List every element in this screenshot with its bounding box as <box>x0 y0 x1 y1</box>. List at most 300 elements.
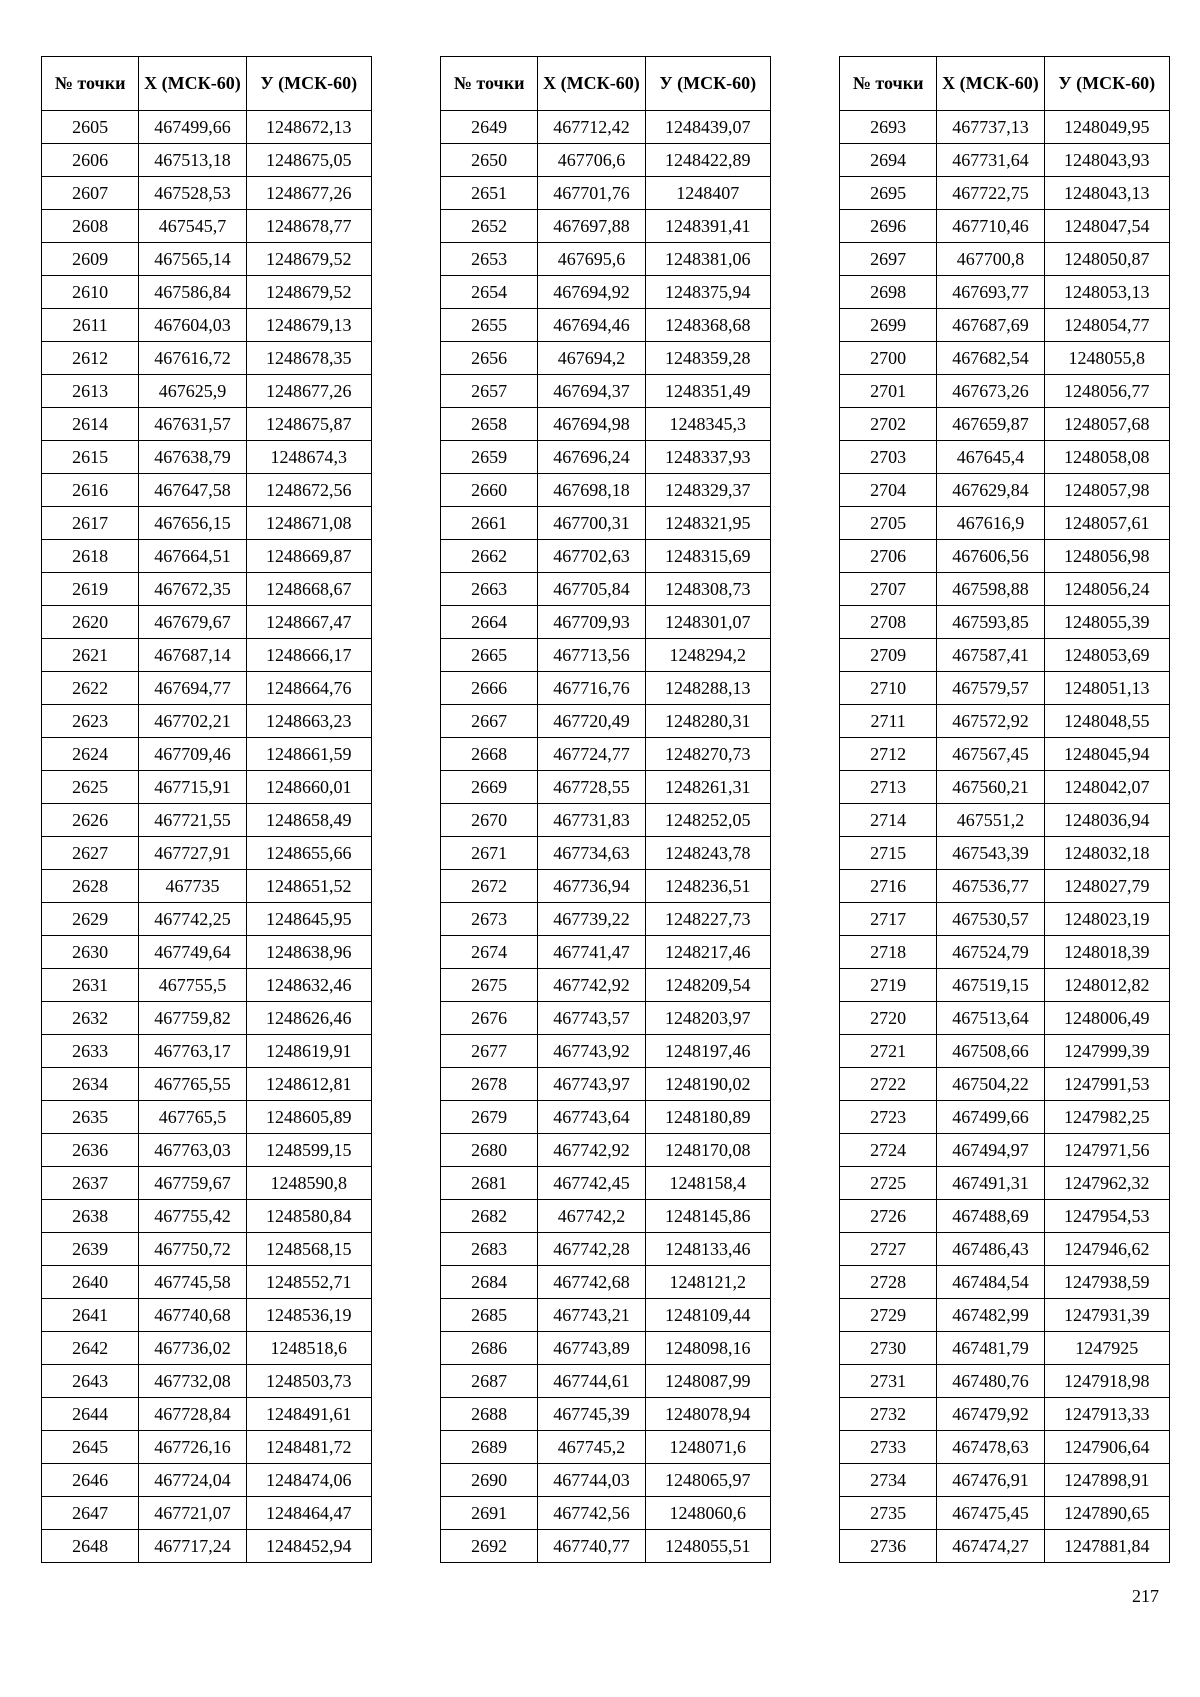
cell-point-number: 2663 <box>441 573 538 606</box>
cell-x-coordinate: 467476,91 <box>937 1464 1044 1497</box>
table-row <box>441 1530 771 1563</box>
cell-x-coordinate: 467682,54 <box>937 342 1044 375</box>
table-row <box>42 672 372 705</box>
cell-x-coordinate: 467478,63 <box>937 1431 1044 1464</box>
cell-point-number: 2669 <box>441 771 538 804</box>
cell-x-coordinate: 467705,84 <box>538 573 645 606</box>
table-row <box>840 573 1170 606</box>
cell-y-coordinate: 1248674,3 <box>246 441 371 474</box>
cell-x-coordinate: 467702,21 <box>139 705 246 738</box>
cell-x-coordinate: 467598,88 <box>937 573 1044 606</box>
cell-x-coordinate: 467712,42 <box>538 111 645 144</box>
cell-x-coordinate: 467587,41 <box>937 639 1044 672</box>
cell-x-coordinate: 467694,98 <box>538 408 645 441</box>
cell-point-number: 2720 <box>840 1002 937 1035</box>
cell-point-number: 2677 <box>441 1035 538 1068</box>
table-row <box>840 111 1170 144</box>
table-row <box>441 408 771 441</box>
cell-y-coordinate: 1247925 <box>1044 1332 1169 1365</box>
cell-x-coordinate: 467736,02 <box>139 1332 246 1365</box>
table-row <box>441 375 771 408</box>
cell-x-coordinate: 467765,55 <box>139 1068 246 1101</box>
table-row <box>840 309 1170 342</box>
cell-point-number: 2615 <box>42 441 139 474</box>
cell-y-coordinate: 1248452,94 <box>246 1530 371 1563</box>
cell-y-coordinate: 1248023,19 <box>1044 903 1169 936</box>
cell-x-coordinate: 467713,56 <box>538 639 645 672</box>
cell-point-number: 2632 <box>42 1002 139 1035</box>
cell-point-number: 2622 <box>42 672 139 705</box>
table-row <box>441 1068 771 1101</box>
table-row <box>840 1266 1170 1299</box>
cell-y-coordinate: 1248301,07 <box>645 606 770 639</box>
cell-y-coordinate: 1248180,89 <box>645 1101 770 1134</box>
header-point-number: № точки <box>42 57 139 111</box>
cell-x-coordinate: 467700,8 <box>937 243 1044 276</box>
cell-x-coordinate: 467763,17 <box>139 1035 246 1068</box>
table-row <box>840 243 1170 276</box>
cell-point-number: 2695 <box>840 177 937 210</box>
cell-y-coordinate: 1248626,46 <box>246 1002 371 1035</box>
cell-point-number: 2633 <box>42 1035 139 1068</box>
cell-point-number: 2681 <box>441 1167 538 1200</box>
cell-x-coordinate: 467481,79 <box>937 1332 1044 1365</box>
table-row <box>840 870 1170 903</box>
cell-y-coordinate: 1248658,49 <box>246 804 371 837</box>
cell-y-coordinate: 1248678,35 <box>246 342 371 375</box>
table-row <box>441 1101 771 1134</box>
cell-y-coordinate: 1248672,56 <box>246 474 371 507</box>
table-row <box>42 738 372 771</box>
cell-x-coordinate: 467701,76 <box>538 177 645 210</box>
cell-point-number: 2639 <box>42 1233 139 1266</box>
cell-x-coordinate: 467491,31 <box>937 1167 1044 1200</box>
cell-x-coordinate: 467519,15 <box>937 969 1044 1002</box>
cell-point-number: 2704 <box>840 474 937 507</box>
table-row <box>840 705 1170 738</box>
cell-point-number: 2666 <box>441 672 538 705</box>
cell-y-coordinate: 1248632,46 <box>246 969 371 1002</box>
cell-point-number: 2654 <box>441 276 538 309</box>
table-row <box>441 1332 771 1365</box>
table-row <box>42 1167 372 1200</box>
cell-x-coordinate: 467645,4 <box>937 441 1044 474</box>
cell-y-coordinate: 1248055,39 <box>1044 606 1169 639</box>
table-row <box>840 639 1170 672</box>
cell-y-coordinate: 1248288,13 <box>645 672 770 705</box>
cell-y-coordinate: 1248672,13 <box>246 111 371 144</box>
cell-point-number: 2711 <box>840 705 937 738</box>
cell-point-number: 2628 <box>42 870 139 903</box>
cell-y-coordinate: 1247991,53 <box>1044 1068 1169 1101</box>
cell-x-coordinate: 467759,82 <box>139 1002 246 1035</box>
cell-point-number: 2701 <box>840 375 937 408</box>
cell-x-coordinate: 467700,31 <box>538 507 645 540</box>
cell-y-coordinate: 1247898,91 <box>1044 1464 1169 1497</box>
cell-y-coordinate: 1247881,84 <box>1044 1530 1169 1563</box>
table-row <box>42 804 372 837</box>
cell-y-coordinate: 1248294,2 <box>645 639 770 672</box>
cell-x-coordinate: 467698,18 <box>538 474 645 507</box>
cell-point-number: 2673 <box>441 903 538 936</box>
table-row <box>42 771 372 804</box>
cell-point-number: 2665 <box>441 639 538 672</box>
cell-point-number: 2647 <box>42 1497 139 1530</box>
cell-y-coordinate: 1248536,19 <box>246 1299 371 1332</box>
table-row <box>42 210 372 243</box>
cell-point-number: 2627 <box>42 837 139 870</box>
cell-x-coordinate: 467551,2 <box>937 804 1044 837</box>
cell-y-coordinate: 1248109,44 <box>645 1299 770 1332</box>
cell-point-number: 2680 <box>441 1134 538 1167</box>
cell-point-number: 2735 <box>840 1497 937 1530</box>
cell-y-coordinate: 1248053,69 <box>1044 639 1169 672</box>
cell-point-number: 2608 <box>42 210 139 243</box>
cell-y-coordinate: 1248668,67 <box>246 573 371 606</box>
cell-point-number: 2685 <box>441 1299 538 1332</box>
cell-y-coordinate: 1248057,98 <box>1044 474 1169 507</box>
cell-x-coordinate: 467504,22 <box>937 1068 1044 1101</box>
cell-x-coordinate: 467625,9 <box>139 375 246 408</box>
header-point-number: № точки <box>441 57 538 111</box>
cell-y-coordinate: 1248677,26 <box>246 375 371 408</box>
cell-x-coordinate: 467745,2 <box>538 1431 645 1464</box>
cell-y-coordinate: 1248655,66 <box>246 837 371 870</box>
table-row <box>42 408 372 441</box>
cell-y-coordinate: 1248058,08 <box>1044 441 1169 474</box>
cell-point-number: 2619 <box>42 573 139 606</box>
table-row <box>441 738 771 771</box>
table-row <box>42 309 372 342</box>
table-row <box>441 342 771 375</box>
cell-y-coordinate: 1248071,6 <box>645 1431 770 1464</box>
table-row <box>42 1002 372 1035</box>
cell-x-coordinate: 467475,45 <box>937 1497 1044 1530</box>
cell-x-coordinate: 467726,16 <box>139 1431 246 1464</box>
cell-y-coordinate: 1247931,39 <box>1044 1299 1169 1332</box>
cell-point-number: 2732 <box>840 1398 937 1431</box>
cell-x-coordinate: 467604,03 <box>139 309 246 342</box>
cell-x-coordinate: 467735 <box>139 870 246 903</box>
cell-x-coordinate: 467741,47 <box>538 936 645 969</box>
table-row <box>840 1068 1170 1101</box>
cell-point-number: 2653 <box>441 243 538 276</box>
cell-x-coordinate: 467745,58 <box>139 1266 246 1299</box>
cell-y-coordinate: 1247913,33 <box>1044 1398 1169 1431</box>
table-row <box>840 408 1170 441</box>
table-row <box>42 903 372 936</box>
coordinates-table-1 <box>41 56 372 1563</box>
cell-x-coordinate: 467728,55 <box>538 771 645 804</box>
table-row <box>42 870 372 903</box>
cell-point-number: 2623 <box>42 705 139 738</box>
cell-x-coordinate: 467656,15 <box>139 507 246 540</box>
cell-x-coordinate: 467629,84 <box>937 474 1044 507</box>
cell-x-coordinate: 467694,37 <box>538 375 645 408</box>
cell-point-number: 2610 <box>42 276 139 309</box>
cell-point-number: 2659 <box>441 441 538 474</box>
header-x-coordinate: Х (МСК-60) <box>139 57 246 111</box>
table-row <box>42 1134 372 1167</box>
cell-x-coordinate: 467528,53 <box>139 177 246 210</box>
cell-y-coordinate: 1248407 <box>645 177 770 210</box>
cell-x-coordinate: 467750,72 <box>139 1233 246 1266</box>
table-row <box>441 243 771 276</box>
cell-point-number: 2728 <box>840 1266 937 1299</box>
cell-y-coordinate: 1248675,05 <box>246 144 371 177</box>
cell-y-coordinate: 1248078,94 <box>645 1398 770 1431</box>
table-row <box>840 474 1170 507</box>
table-row <box>840 1134 1170 1167</box>
cell-x-coordinate: 467494,97 <box>937 1134 1044 1167</box>
cell-point-number: 2717 <box>840 903 937 936</box>
cell-x-coordinate: 467586,84 <box>139 276 246 309</box>
cell-y-coordinate: 1248048,55 <box>1044 705 1169 738</box>
cell-x-coordinate: 467755,42 <box>139 1200 246 1233</box>
table-row <box>42 936 372 969</box>
table-row <box>42 540 372 573</box>
cell-point-number: 2731 <box>840 1365 937 1398</box>
cell-y-coordinate: 1248422,89 <box>645 144 770 177</box>
table-row <box>42 342 372 375</box>
table-row <box>840 837 1170 870</box>
table-row <box>42 1035 372 1068</box>
cell-y-coordinate: 1248053,13 <box>1044 276 1169 309</box>
table-row <box>42 1497 372 1530</box>
table-row <box>840 1101 1170 1134</box>
table-row <box>441 870 771 903</box>
cell-y-coordinate: 1248663,23 <box>246 705 371 738</box>
table-row <box>42 111 372 144</box>
cell-y-coordinate: 1247982,25 <box>1044 1101 1169 1134</box>
cell-point-number: 2638 <box>42 1200 139 1233</box>
table-row <box>441 804 771 837</box>
table-row <box>840 1365 1170 1398</box>
table-header-row <box>840 57 1170 111</box>
cell-x-coordinate: 467743,89 <box>538 1332 645 1365</box>
cell-y-coordinate: 1248043,13 <box>1044 177 1169 210</box>
table-row <box>42 1200 372 1233</box>
cell-y-coordinate: 1248552,71 <box>246 1266 371 1299</box>
cell-x-coordinate: 467565,14 <box>139 243 246 276</box>
cell-y-coordinate: 1248252,05 <box>645 804 770 837</box>
table-row <box>840 771 1170 804</box>
table-row <box>840 342 1170 375</box>
table-row <box>840 540 1170 573</box>
cell-x-coordinate: 467696,24 <box>538 441 645 474</box>
table-row <box>42 177 372 210</box>
cell-y-coordinate: 1248679,52 <box>246 276 371 309</box>
table-row <box>840 375 1170 408</box>
cell-y-coordinate: 1248679,13 <box>246 309 371 342</box>
table-row <box>42 144 372 177</box>
cell-y-coordinate: 1248351,49 <box>645 375 770 408</box>
cell-y-coordinate: 1247999,39 <box>1044 1035 1169 1068</box>
cell-x-coordinate: 467731,64 <box>937 144 1044 177</box>
header-y-coordinate: У (МСК-60) <box>645 57 770 111</box>
cell-y-coordinate: 1248645,95 <box>246 903 371 936</box>
cell-point-number: 2620 <box>42 606 139 639</box>
cell-point-number: 2729 <box>840 1299 937 1332</box>
table-row <box>42 639 372 672</box>
cell-point-number: 2674 <box>441 936 538 969</box>
table-row <box>441 969 771 1002</box>
table-row <box>441 177 771 210</box>
table-row <box>840 1398 1170 1431</box>
cell-point-number: 2650 <box>441 144 538 177</box>
cell-y-coordinate: 1248043,93 <box>1044 144 1169 177</box>
table-row <box>441 1134 771 1167</box>
cell-point-number: 2684 <box>441 1266 538 1299</box>
cell-point-number: 2617 <box>42 507 139 540</box>
table-row <box>441 474 771 507</box>
cell-point-number: 2637 <box>42 1167 139 1200</box>
table-row <box>840 1497 1170 1530</box>
cell-x-coordinate: 467742,28 <box>538 1233 645 1266</box>
cell-y-coordinate: 1248661,59 <box>246 738 371 771</box>
cell-y-coordinate: 1248054,77 <box>1044 309 1169 342</box>
cell-point-number: 2629 <box>42 903 139 936</box>
cell-y-coordinate: 1248243,78 <box>645 837 770 870</box>
cell-point-number: 2708 <box>840 606 937 639</box>
cell-y-coordinate: 1248032,18 <box>1044 837 1169 870</box>
cell-x-coordinate: 467739,22 <box>538 903 645 936</box>
cell-point-number: 2725 <box>840 1167 937 1200</box>
cell-y-coordinate: 1248671,08 <box>246 507 371 540</box>
table-row <box>840 1200 1170 1233</box>
cell-x-coordinate: 467479,92 <box>937 1398 1044 1431</box>
cell-x-coordinate: 467664,51 <box>139 540 246 573</box>
table-row <box>441 705 771 738</box>
cell-x-coordinate: 467488,69 <box>937 1200 1044 1233</box>
cell-point-number: 2652 <box>441 210 538 243</box>
cell-y-coordinate: 1248051,13 <box>1044 672 1169 705</box>
table-row <box>441 144 771 177</box>
cell-x-coordinate: 467727,91 <box>139 837 246 870</box>
cell-y-coordinate: 1248158,4 <box>645 1167 770 1200</box>
cell-x-coordinate: 467742,92 <box>538 969 645 1002</box>
cell-y-coordinate: 1248345,3 <box>645 408 770 441</box>
cell-x-coordinate: 467732,08 <box>139 1365 246 1398</box>
cell-y-coordinate: 1248057,61 <box>1044 507 1169 540</box>
cell-y-coordinate: 1247938,59 <box>1044 1266 1169 1299</box>
table-row <box>441 1233 771 1266</box>
cell-y-coordinate: 1248065,97 <box>645 1464 770 1497</box>
cell-x-coordinate: 467740,77 <box>538 1530 645 1563</box>
cell-y-coordinate: 1248391,41 <box>645 210 770 243</box>
cell-x-coordinate: 467679,67 <box>139 606 246 639</box>
cell-point-number: 2718 <box>840 936 937 969</box>
table-row <box>441 210 771 243</box>
cell-y-coordinate: 1248664,76 <box>246 672 371 705</box>
cell-point-number: 2655 <box>441 309 538 342</box>
cell-y-coordinate: 1248660,01 <box>246 771 371 804</box>
table-row <box>441 639 771 672</box>
cell-point-number: 2687 <box>441 1365 538 1398</box>
header-y-coordinate: У (МСК-60) <box>246 57 371 111</box>
cell-x-coordinate: 467474,27 <box>937 1530 1044 1563</box>
cell-y-coordinate: 1248098,16 <box>645 1332 770 1365</box>
cell-y-coordinate: 1248678,77 <box>246 210 371 243</box>
cell-x-coordinate: 467742,25 <box>139 903 246 936</box>
cell-y-coordinate: 1248060,6 <box>645 1497 770 1530</box>
cell-x-coordinate: 467742,56 <box>538 1497 645 1530</box>
cell-point-number: 2734 <box>840 1464 937 1497</box>
cell-x-coordinate: 467694,2 <box>538 342 645 375</box>
cell-x-coordinate: 467567,45 <box>937 738 1044 771</box>
cell-point-number: 2668 <box>441 738 538 771</box>
cell-y-coordinate: 1247971,56 <box>1044 1134 1169 1167</box>
cell-x-coordinate: 467659,87 <box>937 408 1044 441</box>
table-row <box>840 936 1170 969</box>
table-row <box>42 1266 372 1299</box>
table-row <box>840 1035 1170 1068</box>
cell-point-number: 2712 <box>840 738 937 771</box>
cell-point-number: 2607 <box>42 177 139 210</box>
cell-point-number: 2631 <box>42 969 139 1002</box>
table-row <box>840 903 1170 936</box>
cell-x-coordinate: 467744,03 <box>538 1464 645 1497</box>
cell-point-number: 2657 <box>441 375 538 408</box>
cell-point-number: 2688 <box>441 1398 538 1431</box>
cell-point-number: 2691 <box>441 1497 538 1530</box>
cell-x-coordinate: 467536,77 <box>937 870 1044 903</box>
cell-point-number: 2675 <box>441 969 538 1002</box>
table-row <box>42 1299 372 1332</box>
cell-point-number: 2661 <box>441 507 538 540</box>
table-row <box>441 1200 771 1233</box>
table-row <box>840 1332 1170 1365</box>
cell-x-coordinate: 467743,92 <box>538 1035 645 1068</box>
cell-point-number: 2662 <box>441 540 538 573</box>
cell-point-number: 2690 <box>441 1464 538 1497</box>
cell-y-coordinate: 1248217,46 <box>645 936 770 969</box>
table-row <box>840 969 1170 1002</box>
table-row <box>441 309 771 342</box>
cell-point-number: 2721 <box>840 1035 937 1068</box>
table-row <box>441 1464 771 1497</box>
cell-y-coordinate: 1248651,52 <box>246 870 371 903</box>
cell-y-coordinate: 1248669,87 <box>246 540 371 573</box>
cell-x-coordinate: 467672,35 <box>139 573 246 606</box>
header-x-coordinate: Х (МСК-60) <box>538 57 645 111</box>
table-row <box>42 1233 372 1266</box>
cell-x-coordinate: 467524,79 <box>937 936 1044 969</box>
cell-point-number: 2621 <box>42 639 139 672</box>
cell-x-coordinate: 467647,58 <box>139 474 246 507</box>
table-row <box>441 936 771 969</box>
cell-y-coordinate: 1248337,93 <box>645 441 770 474</box>
cell-point-number: 2649 <box>441 111 538 144</box>
cell-x-coordinate: 467499,66 <box>937 1101 1044 1134</box>
cell-y-coordinate: 1248050,87 <box>1044 243 1169 276</box>
cell-point-number: 2676 <box>441 1002 538 1035</box>
cell-x-coordinate: 467606,56 <box>937 540 1044 573</box>
table-row <box>441 276 771 309</box>
cell-point-number: 2660 <box>441 474 538 507</box>
table-row <box>441 1431 771 1464</box>
cell-x-coordinate: 467737,13 <box>937 111 1044 144</box>
cell-point-number: 2715 <box>840 837 937 870</box>
table-row <box>42 573 372 606</box>
table-row <box>441 771 771 804</box>
cell-point-number: 2723 <box>840 1101 937 1134</box>
cell-x-coordinate: 467593,85 <box>937 606 1044 639</box>
cell-x-coordinate: 467722,75 <box>937 177 1044 210</box>
table-row <box>42 276 372 309</box>
cell-point-number: 2613 <box>42 375 139 408</box>
cell-x-coordinate: 467638,79 <box>139 441 246 474</box>
